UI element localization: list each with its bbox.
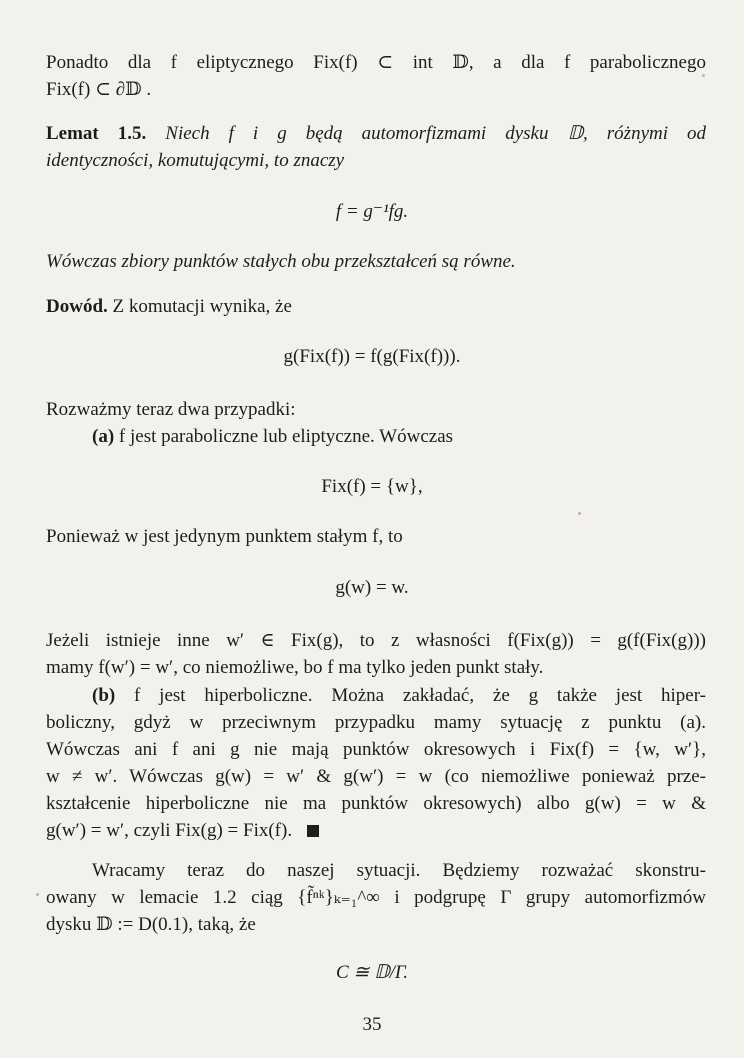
text-cases: Rozważmy teraz dwa przypadki: [46,399,296,420]
formula-fix-g: g(Fix(f)) = f(g(Fix(f))). [283,346,461,367]
case-a-text: f jest paraboliczne lub eliptyczne. Wówczas [118,426,454,447]
scan-speck [578,512,581,515]
text-unique-fixed: Ponieważ w jest jedynym punktem stałym f, to [46,526,403,547]
text-line-17: boliczny, gdyż w przeciwnym przypadku mamy sytuację z punktu (a). [46,712,706,733]
formula-quotient: C ≅ 𝔻/Γ. [335,962,409,983]
lemma-conclusion: Wówczas zbiory punktów stałych obu przekształceń są równe. [46,251,516,272]
scan-speck [702,74,705,77]
lemma-label: Lemat 1.5. [46,123,147,144]
text-line-15: mamy f(w′) = w′, co niemożliwe, bo f ma tylko jeden punkt stały. [46,657,544,678]
case-a-label: (a) [92,426,115,447]
proof-text-1: Z komutacji wynika, że [112,296,292,317]
case-b-line [92,683,706,709]
proof-line-1 [46,294,706,320]
formula-commute: f = g⁻¹fg. [335,201,409,222]
lemma-line-1 [46,121,706,147]
text-line-14: Jeżeli istnieje inne w′ ∈ Fix(g), to z własności f(Fix(g)) = g(f(Fix(g))) [46,630,706,651]
text-line-24: dysku 𝔻 := D(0.1), taką, że [46,914,256,935]
lemma-text-1: Niech f i g będą automorfizmami dysku 𝔻, różnymi od [165,123,707,144]
text-line-21 [46,818,706,844]
text-line-22: Wracamy teraz do naszej sytuacji. Będziemy rozważać skonstru- [92,860,706,881]
case-b-text: f jest hiperboliczne. Można zakładać, że g także jest hiper- [134,685,706,706]
text-line-20: kształcenie hiperboliczne nie ma punktów okresowych) albo g(w) = w & [46,793,706,814]
text-line-18: Wówczas ani f ani g nie mają punktów okresowych i Fix(f) = {w, w′}, [46,739,706,760]
text-line-23: owany w lemacie 1.2 ciąg {f̃ⁿᵏ}ₖ₌₁^∞ i podgrupę Γ grupy automorfizmów [46,887,706,908]
formula-gw: g(w) = w. [335,577,409,598]
text-line-2: Fix(f) ⊂ ∂𝔻 . [46,79,152,100]
text-line-21-content: g(w′) = w′, czyli Fix(g) = Fix(f). [46,820,293,841]
case-a-line [92,424,706,450]
page-number: 35 [362,1014,382,1035]
lemma-line-2: identyczności, komutującymi, to znaczy [46,150,345,171]
case-b-label: (b) [92,685,116,706]
scan-speck [36,893,39,896]
qed-square-icon [307,825,319,837]
text-line-19: w ≠ w′. Wówczas g(w) = w′ & g(w′) = w (co niemożliwe ponieważ prze- [46,766,706,787]
formula-fix-f: Fix(f) = {w}, [321,476,423,497]
text-line-1: Ponadto dla f eliptycznego Fix(f) ⊂ int 𝔻, a dla f parabolicznego [46,52,706,73]
proof-label: Dowód. [46,296,108,317]
